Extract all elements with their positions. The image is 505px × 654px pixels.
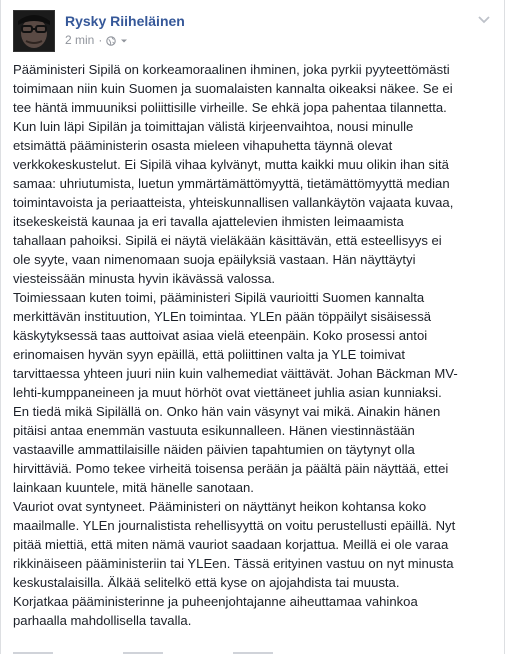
post-text-line: erinomaisen hyvän syyn epäillä, että poliittinen valta ja YLE toimivat bbox=[13, 347, 406, 362]
post-text-line: pitäisi antaa enemmän vastuuta esikunnalleen. Hänen viestinnästään bbox=[13, 423, 415, 438]
post-text-line: Kun luin läpi Sipilän ja toimittajan välistä kirjeenvaihtoa, nousi minulle bbox=[13, 119, 414, 134]
post-text-line: ole syyte, vaan nimenomaan suoja epäilyksiä vastaan. Hän näyttäytyi bbox=[13, 252, 416, 267]
post-text-line: toimimaan niin kuin Suomen ja suomalaisten kannalta oikeaksi näkee. Se ei bbox=[13, 81, 453, 96]
post-text-line: Pääministeri Sipilä on korkeamoraalinen ihminen, joka pyrkii pyyteettömästi bbox=[13, 62, 450, 77]
post-text-line: itsekeskeistä kaunaa ja eri tavalla ajattelevien ihmisten leimaamista bbox=[13, 214, 404, 229]
post-text-line: En tiedä mikä Sipilällä on. Onko hän vain väsynyt vai mikä. Ainakin hänen bbox=[13, 404, 441, 419]
post-text-line: tee häntä immuuniksi poliittisille virheille. Se ehkä jopa pahentaa tilannetta. bbox=[13, 100, 447, 115]
meta-separator: · bbox=[98, 33, 103, 47]
post-text-line: merkittävän instituution, YLEn toimintaa. YLEn pään töppäilyt sisäisessä bbox=[13, 309, 432, 324]
post-text-line: Vauriot ovat syntyneet. Pääministeri on näyttänyt heikon kohtansa koko bbox=[13, 499, 427, 514]
post-header bbox=[13, 10, 493, 54]
post-text-line: hirvittäviä. Pomo tekee virheitä toisensa perään ja päältä päin näyttää, ettei bbox=[13, 461, 449, 476]
post-text-line: etsimättä pääministerin osasta mieleen vihapuhetta täynnä olevat bbox=[13, 138, 393, 153]
post-text-line: lainkaan kuuntele, mitä hänelle sanotaan. bbox=[13, 480, 254, 495]
post-text-line: Korjatkaa pääministerinne ja puheenjohtajanne aiheuttamaa vahinkoa bbox=[13, 594, 418, 609]
post-text-line: pitää miettiä, että miten nämä vauriot saadaan korjattua. Meillä ei ole varaa bbox=[13, 537, 449, 552]
avatar[interactable] bbox=[13, 10, 55, 52]
post-options-chevron-icon[interactable] bbox=[477, 12, 491, 22]
post-text-line: käskytyksessä taas auttoivat asiaa vielä eteenpäin. Koko prosessi antoi bbox=[13, 328, 428, 343]
post-text-line: maailmalle. YLEn journalistista rehellisyyttä on voitu perustellusti epäillä. Nyt bbox=[13, 518, 456, 533]
post-text-line: viesteissään minusta hyvin ikävässä valossa. bbox=[13, 271, 275, 286]
avatar-image bbox=[14, 11, 54, 51]
post-text-line: tahallaan pahoiksi. Sipilä ei näytä vieläkään käsittävän, että esteellisyys ei bbox=[13, 233, 442, 248]
post-text-line: tarvittaessa yhteen juuri niin kuin valhemediat väittävät. Johan Bäckman MV- bbox=[13, 366, 458, 381]
globe-icon[interactable] bbox=[106, 35, 116, 45]
post-text-line: rikkinäiseen pääministeriin tai YLEen. Tässä erityinen vastuu on nyt minusta bbox=[13, 556, 454, 571]
post-meta bbox=[65, 33, 129, 47]
post-text-line: parhaalla mahdollisella tavalla. bbox=[13, 613, 192, 628]
post-text-line: Toimiessaan kuten toimi, pääministeri Sipilä vaurioitti Suomen kannalta bbox=[13, 290, 425, 305]
post-text-line: lehti-kumppaneineen ja muut hörhöt ovat viettäneet juhlia asian kunniaksi. bbox=[13, 385, 442, 400]
post-text-line: verkkokeskustelut. Ei Sipilä vihaa kylvänyt, mutta kaikki muu olikin ihan sitä bbox=[13, 157, 449, 172]
post-text-line: keskustalaisilla. Älkää selitelkö että kyse on ajojahdista tai muusta. bbox=[13, 575, 400, 590]
post-timestamp[interactable]: 2 min bbox=[65, 33, 95, 47]
post-text-line: toimintavoista ja periaatteista, yhteiskunnallisen vallankäytön vajaata kuvaa, bbox=[13, 195, 454, 210]
post-text-line: samaa: uhriutumista, luetun ymmärtämättömyyttä, tietämättömyyttä median bbox=[13, 176, 450, 191]
post-text bbox=[13, 60, 495, 630]
chevron-down-icon[interactable] bbox=[119, 35, 129, 45]
author-name[interactable]: Rysky Riiheläinen bbox=[65, 13, 185, 29]
post-text-line: vastaaville ammattilaisille näiden päivien tapahtumien on täytynyt olla bbox=[13, 442, 415, 457]
